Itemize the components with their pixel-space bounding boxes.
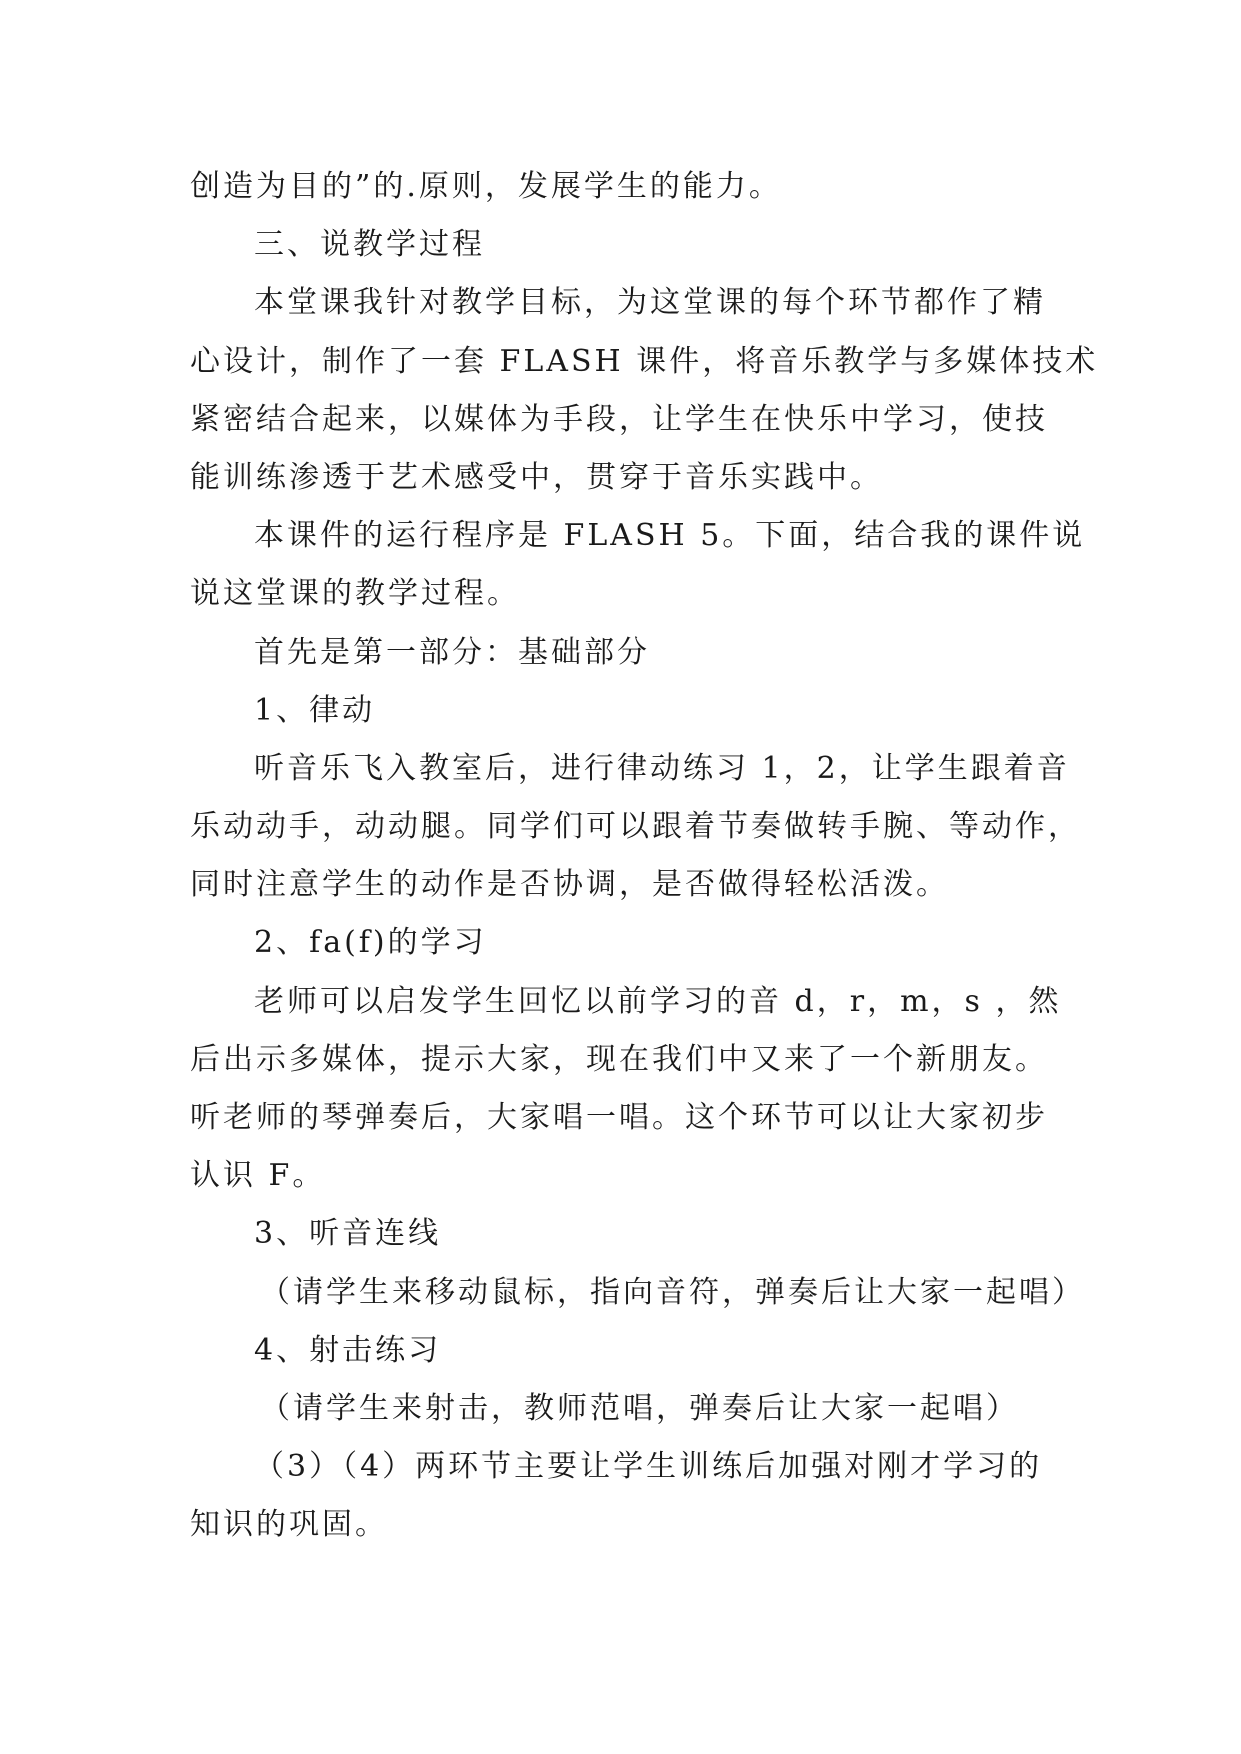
section-heading: 三、说教学过程 xyxy=(254,227,485,263)
paragraph-continuation: 创造为目的”的.原则，发展学生的能力。 xyxy=(190,169,782,204)
list-item-heading: 2、fa(f)的学习 xyxy=(254,925,487,961)
paragraph-line: （请学生来射击，教师范唱，弹奏后让大家一起唱） xyxy=(260,1390,1019,1426)
paragraph-line: 说这堂课的教学过程。 xyxy=(190,576,520,612)
paragraph-line: 紧密结合起来，以媒体为手段，让学生在快乐中学习，使技 xyxy=(190,401,1048,437)
paragraph-line: 认识 F。 xyxy=(190,1158,326,1194)
paragraph-line: 本堂课我针对教学目标，为这堂课的每个环节都作了精 xyxy=(254,285,1046,321)
paragraph-line: （3）（4）两环节主要让学生训练后加强对刚才学习的 xyxy=(254,1449,1043,1485)
paragraph-line: 同时注意学生的动作是否协调，是否做得轻松活泼。 xyxy=(190,867,949,903)
list-item-heading: 1、律动 xyxy=(254,692,376,728)
subsection-heading: 首先是第一部分：基础部分 xyxy=(254,634,650,670)
paragraph-line: 听音乐飞入教室后，进行律动练习 1，2，让学生跟着音 xyxy=(254,750,1070,786)
paragraph-line: 乐动动手，动动腿。同学们可以跟着节奏做转手腕、等动作， xyxy=(190,809,1081,845)
paragraph-line: （请学生来移动鼠标，指向音符，弹奏后让大家一起唱） xyxy=(260,1274,1085,1310)
paragraph-line: 老师可以启发学生回忆以前学习的音 d，r，m，s ，然 xyxy=(254,983,1062,1019)
paragraph-line: 能训练渗透于艺术感受中，贯穿于音乐实践中。 xyxy=(190,459,883,495)
paragraph-line: 心设计，制作了一套 FLASH 课件，将音乐教学与多媒体技术 xyxy=(190,343,1099,379)
paragraph-line: 知识的巩固。 xyxy=(190,1507,388,1543)
paragraph-line: 本课件的运行程序是 FLASH 5。下面，结合我的课件说 xyxy=(254,518,1086,554)
paragraph-line: 后出示多媒体，提示大家，现在我们中又来了一个新朋友。 xyxy=(190,1041,1048,1077)
list-item-heading: 3、听音连线 xyxy=(254,1216,442,1252)
list-item-heading: 4、射击练习 xyxy=(254,1332,442,1368)
document-body xyxy=(190,158,1099,1555)
paragraph-line: 听老师的琴弹奏后，大家唱一唱。这个环节可以让大家初步 xyxy=(190,1100,1048,1135)
